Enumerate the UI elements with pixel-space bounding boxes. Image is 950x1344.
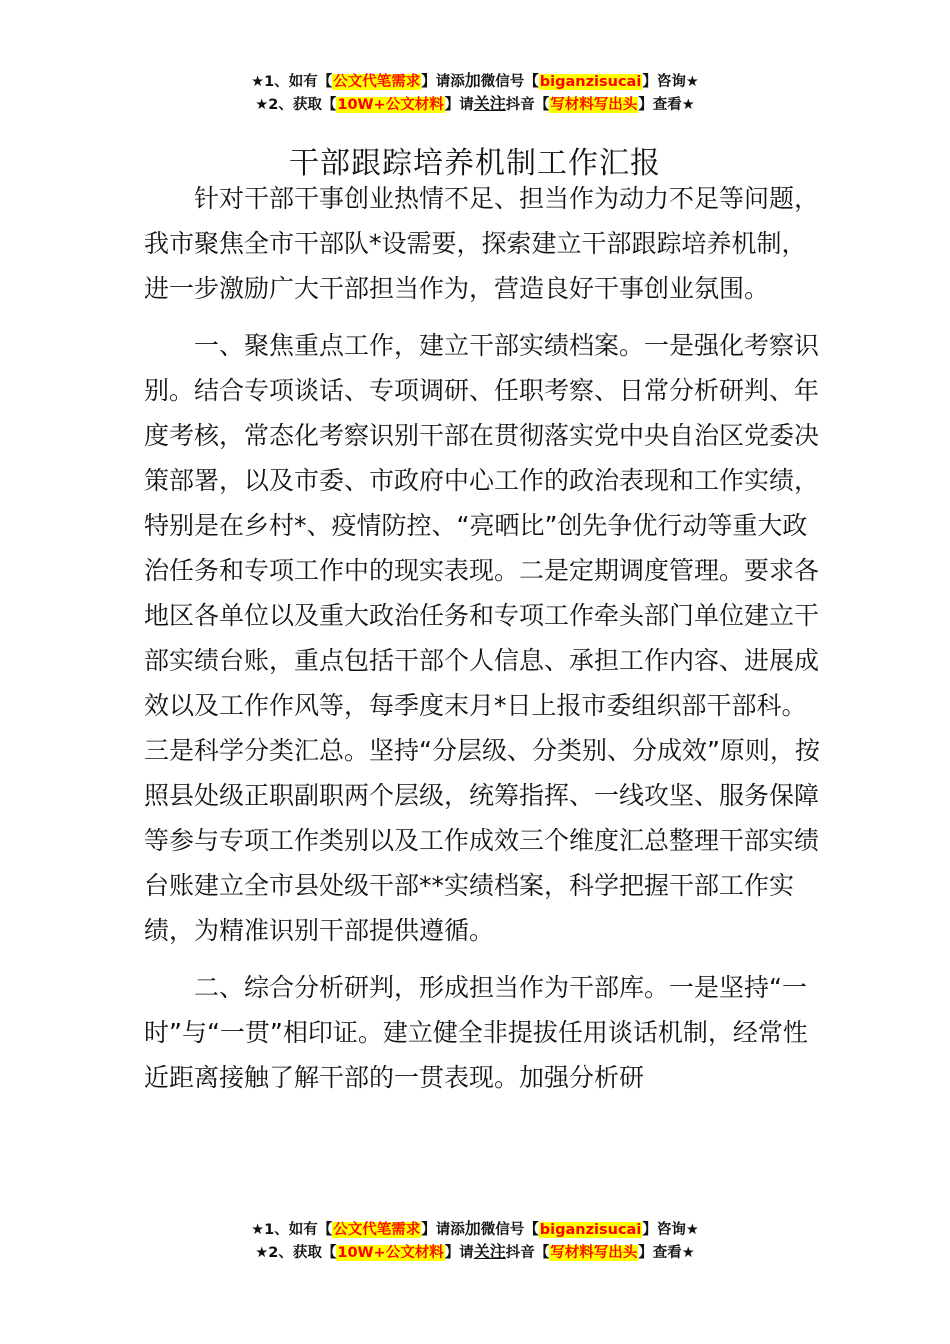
highlight-service: 公文代笔需求 bbox=[333, 1222, 421, 1238]
highlight-wechat-id: biganzisucai bbox=[539, 1222, 642, 1238]
paragraph-section-1: 一、聚焦重点工作，建立干部实绩档案。一是强化考察识别。结合专项谈话、专项调研、任职考察、日常分析研判、年度考核，常态化考察识别干部在贯彻落实党中央自治区党委决策部署，以及市委、市政府中心工作的政治表现和工作实绩，特别是在乡村*、疫情防控、“亮晒比”创先争优行动等重大政治任务和专项工作中的现实表现。二是定期调度管理。要求各地区各单位以及重大政治任务和专项工作牵头部门单位建立干部实绩台账，重点包括干部个人信息、承担工作内容、进展成效以及工作作风等，每季度末月*日上报市委组织部干部科。三是科学分类汇总。坚持“分层级、分类别、分成效”原则，按照县处级正职副职两个层级，统筹指挥、一线攻坚、服务保障等参与专项工作类别以及工作成效三个维度汇总整理干部实绩台账建立全市县处级干部**实绩档案，科学把握干部工作实绩，为精准识别干部提供遵循。 bbox=[144, 331, 820, 945]
highlight-service: 公文代笔需求 bbox=[333, 74, 421, 90]
highlight-wechat-id: biganzisucai bbox=[539, 74, 642, 90]
notice-line-1: ★1、如有【公文代笔需求】请添加微信号【biganzisucai】咨询★ bbox=[251, 1219, 699, 1238]
notice-line-2: ★2、获取【10W+公文材料】请关注抖音【写材料写出头】查看★ bbox=[255, 1242, 695, 1261]
paragraph-section-2: 二、综合分析研判，形成担当作为干部库。一是坚持“一时”与“一贯”相印证。建立健全非提拔任用谈话机制，经常性近距离接触了解干部的一贯表现。加强分析研 bbox=[144, 973, 808, 1092]
highlight-douyin-account: 写材料写出头 bbox=[550, 97, 638, 113]
paragraph-intro: 针对干部干事创业热情不足、担当作为动力不足等问题，我市聚焦全市干部队*设需要，探索建立干部跟踪培养机制，进一步激励广大干部担当作为，营造良好干事创业氛围。 bbox=[144, 184, 820, 303]
promo-notice-bottom bbox=[0, 1218, 950, 1264]
promo-notice-top bbox=[0, 70, 950, 116]
highlight-douyin-account: 写材料写出头 bbox=[550, 1245, 638, 1261]
document-title: 干部跟踪培养机制工作汇报 bbox=[289, 146, 661, 182]
document-body bbox=[144, 176, 824, 1100]
notice-line-2: ★2、获取【10W+公文材料】请关注抖音【写材料写出头】查看★ bbox=[255, 94, 695, 113]
highlight-materials: 10W+公文材料 bbox=[337, 1245, 444, 1261]
notice-line-1: ★1、如有【公文代笔需求】请添加微信号【biganzisucai】咨询★ bbox=[251, 71, 699, 90]
highlight-materials: 10W+公文材料 bbox=[337, 97, 444, 113]
